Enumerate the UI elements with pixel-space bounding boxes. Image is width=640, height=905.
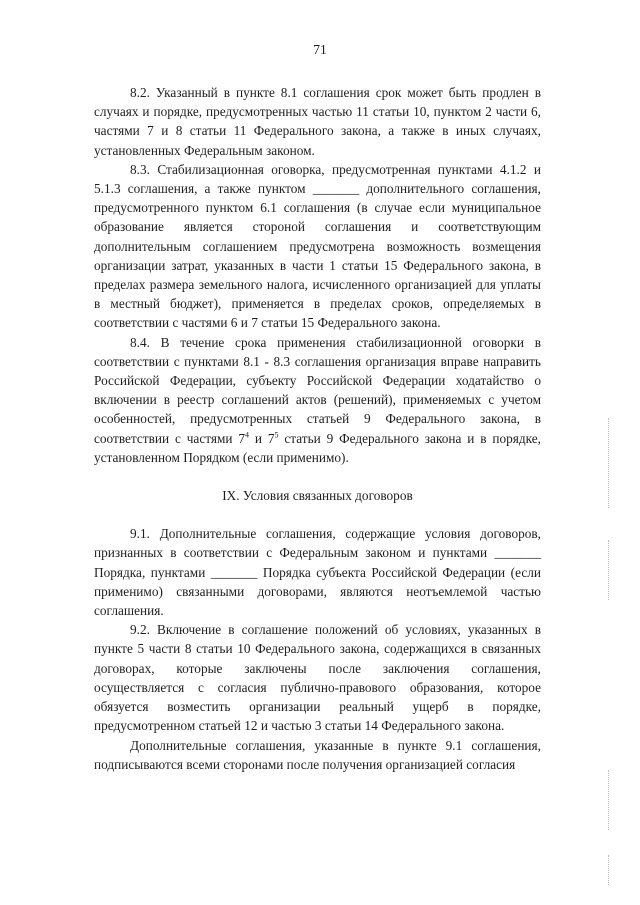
paragraph-8-2: 8.2. Указанный в пункте 8.1 соглашения срок может быть продлен в случаях и порядке, предусмотренных частью 11 статьи 10, пунктом 2 части 6, частями 7 и 8 статьи 11 Федерального закона, а также в иных случаях, установленных Федеральным законом. [94, 85, 541, 158]
paragraph-8-4-text-b: и 7 [249, 430, 275, 446]
section-heading-ix: IX. Условия связанных договоров [222, 488, 413, 504]
paragraph-8-3: 8.3. Стабилизационная оговорка, предусмотренная пунктами 4.1.2 и 5.1.3 соглашения, а также пунктом _______ дополнительного соглашения, предусмотренного пунктом 6.1 соглашения (в случае если муниципальное образование является стороной соглашения и соответствующим дополнительным соглашением предусмотрена возможность возмещения организации затрат, указанных в части 1 статьи 15 Федерального закона, в пределах размера земельного налога, исчисленного организацией для уплаты в местный бюджет), применяется в пределах сроков, определяемых в соответствии с частями 6 и 7 статьи 15 Федерального закона. [94, 161, 541, 331]
paragraph-9-1: 9.1. Дополнительные соглашения, содержащие условия договоров, признанных в соответствии с Федеральным законом и пунктами _______ Порядка, пунктами _______ Порядка субъекта Российской Федерации (если применимо) связанными договорами, являются неотъемлемой частью соглашения. [94, 526, 541, 619]
paragraph-last: Дополнительные соглашения, указанные в пункте 9.1 соглашения, подписываются всеми сторонами после получения организацией согласия [94, 737, 541, 772]
superscript-4: 4 [245, 430, 250, 440]
paragraph-9-2: 9.2. Включение в соглашение положений об условиях, указанных в пункте 5 части 8 статьи 10 Федерального закона, содержащихся в связанных договорах, которые заключены после заключения соглашения, осуществляется с согласия публично-правового образования, которое обязуется возместить организации реальный ущерб в порядке, предусмотренном статьей 12 и частью 3 статьи 14 Федерального закона. [94, 622, 541, 734]
document-body [94, 83, 541, 774]
scan-margin-dots [608, 540, 610, 600]
scan-margin-dots [608, 855, 610, 885]
superscript-5: 5 [274, 430, 279, 440]
scan-margin-dots [608, 770, 610, 830]
page-number: 71 [313, 42, 327, 57]
scan-margin-dots [608, 418, 610, 508]
paragraph-8-4 [94, 333, 541, 467]
paragraph-8-4-text-c: статьи 9 Федерального закона и в порядке, установленном Порядком (если применимо). [94, 430, 541, 465]
paragraph-8-4-text-a: 8.4. В течение срока применения стабилизационной оговорки в соответствии с пунктами 8.1 - 8.3 соглашения организация вправе направить Российской Федерации, субъекту Российской Федерации ходатайство о включении в реестр соглашений актов (решений), применяемых с учетом особенностей, предусмотренных статьей 9 Федерального закона, в соответствии с частями 7 [94, 334, 541, 446]
